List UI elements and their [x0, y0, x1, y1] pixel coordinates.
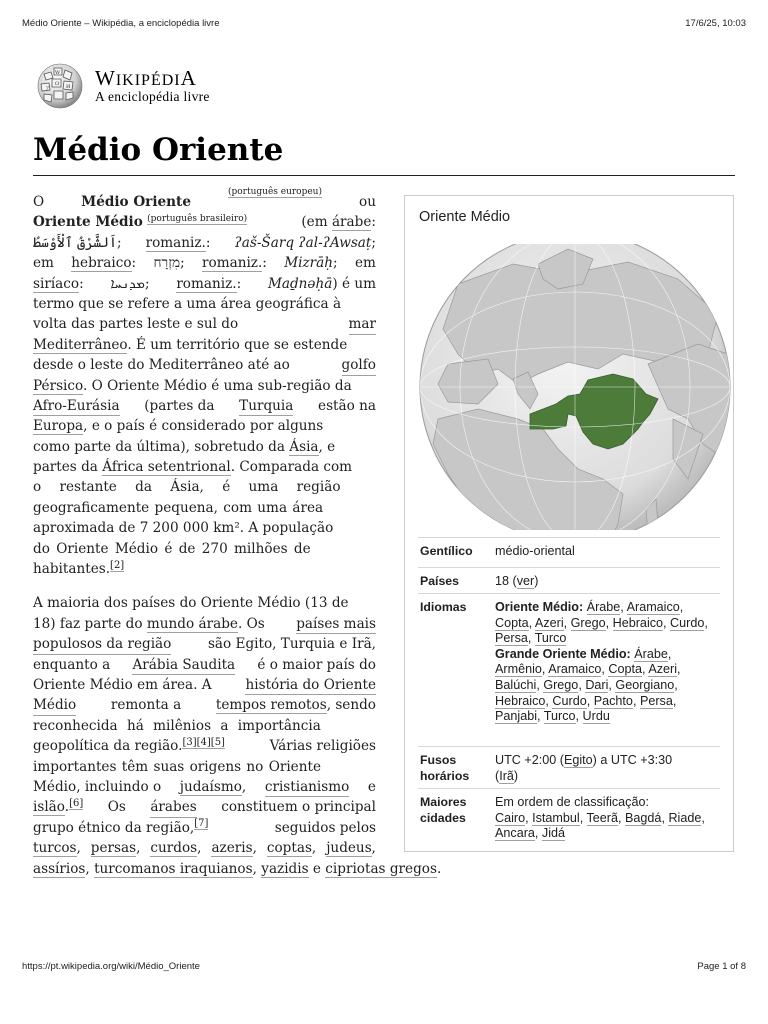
row-label: Fusos horários: [420, 753, 470, 783]
text: grupo étnico da região,: [33, 819, 195, 836]
row-value: Em ordem de classificação: Cairo, Istambul, Teerã, Bagdá, Riade, Ancara, Jidá: [495, 795, 705, 841]
link-cristianismo[interactable]: cristianismo: [265, 777, 350, 797]
text-line: islão.[6] Os árabes constituem o principal: [33, 797, 376, 817]
language-link[interactable]: Armênio: [495, 662, 542, 677]
text-line: [33, 314, 376, 334]
reference-link[interactable]: [6]: [69, 797, 84, 809]
text: habitantes.: [33, 561, 111, 578]
text-line: geograficamente pequena, com uma área: [33, 499, 324, 516]
text: (em: [301, 214, 328, 231]
text: 18) faz parte do: [33, 615, 143, 632]
reference-link[interactable]: [3]: [182, 736, 197, 748]
link-hebraico[interactable]: hebraico: [71, 255, 132, 272]
text: UTC +2:00 (: [495, 753, 564, 767]
text: . Os: [237, 615, 265, 632]
language-link[interactable]: Turco: [543, 709, 576, 724]
text-line: [33, 634, 376, 654]
text-line: assírios, turcomanos iraquianos, yazidis e cipriotas gregos.: [33, 860, 442, 877]
text-line: [33, 818, 376, 838]
text-line: [33, 212, 376, 232]
row-label: Gentílico: [420, 544, 473, 558]
text-line: termo que se refere a uma área geográfica à: [33, 295, 342, 312]
wikipedia-globe-icon: [34, 62, 86, 110]
text-line: [33, 777, 376, 797]
transliteration: ʔaš-Šarq ʔal-ʔAwsaṭ: [234, 234, 372, 251]
city-link[interactable]: Jidá: [541, 826, 566, 841]
svg-text:ア: ア: [45, 86, 51, 92]
text-line: [33, 675, 376, 695]
text: e: [312, 860, 321, 877]
wikipedia-tagline: A enciclopédia livre: [95, 89, 210, 104]
text: partes da: [33, 459, 98, 476]
infobox-row-idiomas: [418, 593, 720, 746]
wikipedia-logo[interactable]: [34, 62, 234, 112]
language-link[interactable]: Hebraico: [612, 615, 664, 630]
language-link[interactable]: Persa: [495, 631, 528, 646]
ver-paises-link[interactable]: ver: [516, 574, 535, 588]
hebrew-text: מִזְרָח: [153, 255, 181, 272]
language-link[interactable]: Panjabi: [495, 709, 538, 724]
page-title: Médio Oriente: [33, 130, 735, 176]
text: (partes da: [144, 397, 215, 414]
text: remonta a: [110, 697, 182, 714]
term-bold: Médio Oriente: [81, 194, 191, 210]
link-judeus[interactable]: judeus: [326, 840, 372, 857]
text: desde o leste do Mediterrâneo até ao: [33, 357, 290, 374]
syriac-text: ܡܕܢܚܐ: [110, 275, 145, 292]
link-historia-oriente-medio[interactable]: história do Oriente: [245, 675, 376, 695]
text: ) é um: [332, 275, 376, 292]
link-paises-populosos[interactable]: países mais: [296, 614, 376, 634]
svg-text:Ω: Ω: [55, 81, 60, 87]
text: ) a UTC +3:30: [592, 753, 673, 767]
text: O: [33, 194, 45, 210]
text: estão na: [318, 397, 376, 414]
language-link[interactable]: Georgiano: [615, 677, 675, 692]
text-line: [33, 396, 376, 416]
wordmark-first: W: [95, 66, 116, 90]
text-line: importantes têm suas origens no Oriente: [33, 758, 321, 775]
city-link[interactable]: Ancara: [495, 826, 535, 841]
link-curdos[interactable]: curdos: [150, 840, 198, 857]
wordmark-rest: IKIPÉDI: [115, 72, 181, 89]
language-link[interactable]: Grego: [570, 615, 606, 630]
text-line: [33, 416, 376, 436]
text: . Comparada com: [230, 459, 353, 476]
text: ,: [241, 778, 247, 795]
article-body: [33, 187, 442, 879]
row-value: [495, 574, 720, 590]
language-link[interactable]: Urdu: [582, 709, 610, 724]
orthographic-map-image[interactable]: [418, 244, 732, 530]
city-link[interactable]: Cairo: [495, 810, 526, 825]
language-link[interactable]: Azeri: [648, 662, 678, 677]
reference-link[interactable]: [2]: [110, 559, 125, 571]
link-assirios[interactable]: assírios: [33, 860, 86, 877]
transliteration: Mizrāḥ: [284, 255, 334, 272]
text: ou: [359, 194, 376, 210]
language-link[interactable]: Árabe: [634, 646, 668, 661]
city-link[interactable]: Teerã: [586, 810, 619, 825]
language-group-label: Grande Oriente Médio:: [495, 646, 631, 661]
svg-text:W: W: [55, 70, 61, 76]
language-link[interactable]: Curdo: [670, 615, 705, 630]
row-value: médio-oriental: [495, 544, 575, 558]
text-line: اَلشَّرْقُ ٱلْأَوْسَطُ; romaniz.: ʔaš-Šarq ʔal-ʔAwsaṭ;: [33, 234, 376, 251]
text: . É um território que se estende: [127, 336, 348, 353]
language-link[interactable]: Balúchi: [495, 677, 537, 692]
text: como parte da última), sobretudo da: [33, 438, 285, 455]
wordmark-last: A: [180, 66, 197, 90]
language-link[interactable]: Aramaico: [626, 600, 680, 614]
link-turquia[interactable]: Turquia: [239, 396, 293, 416]
text-line: [33, 187, 376, 212]
text: Oriente Médio em área. A: [33, 676, 212, 693]
text-line: siríaco: ܡܕܢܚܐ; romaniz.: Maḏnəḥā) é um: [33, 275, 376, 292]
link-golfo-persico[interactable]: golfo: [342, 355, 376, 375]
print-footer: [22, 961, 746, 975]
link-historia-oriente-medio[interactable]: Médio: [33, 695, 76, 715]
text-line: em hebraico: מִזְרָח; romaniz.: Mizrāḥ; em: [33, 253, 376, 273]
reference-link[interactable]: [7]: [194, 818, 209, 830]
link-africa-setentrional[interactable]: África setentrional: [102, 459, 231, 476]
link-paises-populosos[interactable]: populosos da região: [33, 634, 171, 654]
variant-link-europeu[interactable]: (português europeu): [227, 187, 322, 197]
link-mundo-arabe[interactable]: mundo árabe: [146, 615, 238, 632]
link-coptas[interactable]: coptas: [266, 840, 312, 857]
language-link[interactable]: Pachto: [593, 693, 633, 708]
text: são Egito, Turquia e Irã,: [207, 636, 376, 653]
row-value: [495, 753, 720, 784]
infobox-row-gentilico: [418, 537, 720, 567]
text: ;: [116, 234, 122, 251]
wikipedia-wordmark: [95, 66, 197, 91]
text-line: [33, 355, 376, 375]
row-label: Maiores cidades: [420, 795, 467, 825]
text: 18 (: [495, 574, 517, 588]
link-yazidis[interactable]: yazidis: [261, 860, 309, 877]
link-mar-mediterraneo[interactable]: Mediterrâneo: [33, 336, 128, 353]
text: geopolítica da região.: [33, 738, 183, 755]
language-group-label: Oriente Médio:: [495, 600, 584, 614]
text-line: [33, 736, 376, 756]
text: , e: [318, 438, 336, 455]
term-bold: Oriente Médio: [33, 214, 143, 231]
link-cipriotas-gregos[interactable]: cipriotas gregos: [325, 860, 437, 877]
link-mar-mediterraneo[interactable]: mar: [349, 314, 377, 334]
link-arabe[interactable]: árabe: [331, 214, 372, 231]
print-header-title: Médio Oriente – Wikipédia, a enciclopédia livre: [22, 18, 220, 29]
text-line: [33, 376, 376, 396]
text-line: [33, 559, 376, 579]
text: em: [355, 255, 376, 272]
language-link[interactable]: Copta: [495, 615, 529, 630]
link-tempos-remotos[interactable]: tempos remotos: [215, 697, 327, 714]
language-link[interactable]: Azeri: [534, 615, 564, 630]
text: :: [371, 214, 376, 231]
text: . O Oriente Médio é uma sub-região da: [82, 377, 352, 394]
infobox-row-cidades: [418, 788, 720, 844]
language-link[interactable]: Hebraico: [495, 693, 546, 708]
link-siriaco[interactable]: siríaco: [33, 275, 80, 292]
city-link[interactable]: Istambul: [532, 810, 580, 825]
link-europa[interactable]: Europa: [33, 418, 84, 435]
language-link[interactable]: Turco: [534, 631, 567, 646]
link-arabia-saudita[interactable]: Arábia Saudita: [132, 655, 235, 675]
text: ): [534, 574, 539, 588]
infobox-title: Oriente Médio: [419, 209, 511, 225]
text: , e o país é considerado por alguns: [83, 418, 324, 435]
arabic-text: اَلشَّرْقُ ٱلْأَوْسَطُ: [33, 234, 117, 251]
text: Em ordem de classificação:: [495, 795, 649, 809]
link-judaismo[interactable]: judaísmo: [179, 778, 242, 795]
row-label: Idiomas: [420, 600, 467, 614]
language-link[interactable]: Curdo: [552, 693, 587, 708]
text-line: [33, 335, 376, 355]
variant-link-brasileiro[interactable]: (português brasileiro): [147, 213, 248, 224]
text-line: A maioria dos países do Oriente Médio (13 de: [33, 595, 349, 612]
language-link[interactable]: Persa: [639, 693, 673, 708]
link-romanizacao[interactable]: romaniz.: [145, 234, 206, 251]
print-header: [22, 18, 746, 32]
text: e: [367, 778, 376, 795]
language-link[interactable]: Grego: [543, 677, 579, 692]
link-azeris[interactable]: azeris: [211, 840, 253, 857]
reference-link[interactable]: [5]: [210, 736, 225, 748]
text: seguidos pelos: [274, 819, 376, 836]
link-afro-eurasia[interactable]: Afro-Eurásia: [33, 396, 120, 416]
print-footer-url: https://pt.wikipedia.org/wiki/Médio_Oriente: [22, 961, 200, 972]
language-link[interactable]: Árabe: [586, 600, 621, 614]
link-golfo-persico[interactable]: Pérsico: [33, 377, 83, 394]
city-link[interactable]: Riade: [668, 810, 702, 825]
reference-link[interactable]: [4]: [196, 736, 211, 748]
text-line: aproximada de 7 200 000 km². A população: [33, 520, 334, 537]
city-link[interactable]: Bagdá: [625, 810, 662, 825]
print-header-datetime: 17/6/25, 10:03: [685, 18, 746, 29]
language-link[interactable]: Dari: [585, 677, 609, 692]
print-footer-page: Page 1 of 8: [697, 961, 746, 972]
text-line: turcos, persas, curdos, azeris, coptas, judeus,: [33, 840, 376, 857]
link-asia[interactable]: Ásia: [289, 438, 319, 455]
text: , sendo: [326, 697, 376, 714]
text: ): [513, 768, 519, 783]
infobox-row-paises: [418, 567, 720, 593]
text: ;: [371, 234, 376, 251]
infobox-row-fusos: [418, 746, 720, 788]
text: Médio, incluindo o: [33, 778, 162, 795]
text: Várias religiões: [269, 738, 376, 755]
text-line: [33, 695, 376, 715]
link-romanizacao[interactable]: romaniz.: [176, 275, 237, 292]
infobox: [404, 195, 734, 852]
text-line: o restante da Ásia, é uma região: [33, 479, 341, 496]
text-line: [33, 655, 376, 675]
text: Os: [107, 799, 126, 816]
link-turcomanos-iraquianos[interactable]: turcomanos iraquianos: [94, 860, 253, 877]
text: em: [33, 255, 54, 272]
row-value: Oriente Médio: Árabe, Aramaico, Copta, Azeri, Grego, Hebraico, Curdo, Persa, Turco Grande Oriente Médio: Árabe, Armênio, Aramaico, Copta, Azeri, Balúchi, Grego, Dari, Georgiano, Hebraico, Curdo, Pachto, Persa, Panjabi, Turco, Urdu: [495, 600, 708, 724]
link-romanizacao[interactable]: romaniz.: [202, 255, 263, 272]
link-islao[interactable]: islão: [33, 799, 65, 816]
link-egito[interactable]: Egito: [563, 753, 593, 767]
link-persas[interactable]: persas: [90, 840, 137, 857]
text-line: [33, 437, 376, 457]
text-line: [33, 614, 376, 634]
transliteration: Maḏnəḥā: [267, 275, 333, 292]
svg-text:И: И: [66, 84, 71, 90]
text-line: do Oriente Médio é de 270 milhões de: [33, 540, 311, 557]
text: (: [495, 768, 500, 783]
link-arabes[interactable]: árabes: [150, 797, 196, 817]
text: .: [436, 860, 442, 877]
text: constituem o principal: [221, 799, 376, 816]
text: enquanto a: [33, 656, 111, 673]
language-link[interactable]: Aramaico: [548, 662, 602, 677]
link-ira[interactable]: Irã: [499, 768, 514, 783]
text-line: [33, 457, 376, 477]
text: volta das partes leste e sul do: [33, 316, 239, 333]
row-label: Países: [420, 574, 459, 588]
link-turcos[interactable]: turcos: [33, 840, 77, 857]
text: é o maior país do: [257, 656, 376, 673]
language-link[interactable]: Copta: [608, 662, 643, 677]
text-line: reconhecida há milênios a importância: [33, 717, 321, 734]
